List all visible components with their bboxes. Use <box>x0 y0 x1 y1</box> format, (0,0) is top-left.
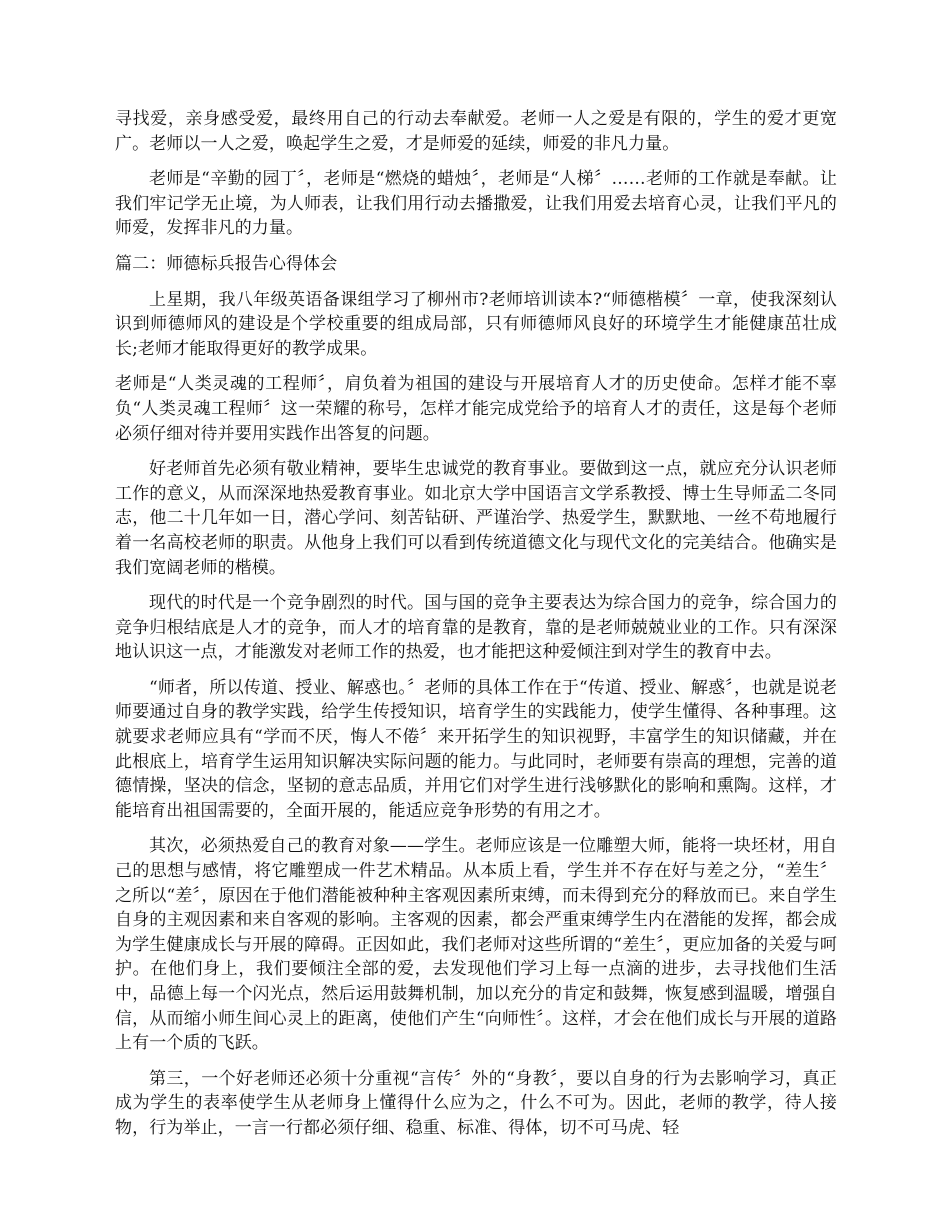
document-page <box>115 107 837 1152</box>
paragraph-soul-engineer: 老师是“人类灵魂的工程师〞，肩负着为祖国的建设与开展培育人才的历史使命。怎样才能不辜负“人类灵魂工程师〞这一荣耀的称号，怎样才能完成党给予的培育人才的责任，这是每个老师必须仔细对待并要用实践作出答复的问题。 <box>115 374 837 444</box>
paragraph-intro-continuation: 寻找爱，亲身感受爱，最终用自己的行动去奉献爱。老师一人之爱是有限的，学生的爱才更宽广。老师以一人之爱，唤起学生之爱，才是师爱的延续，师爱的非凡力量。 <box>115 109 837 154</box>
paragraph-teacher-metaphors: 老师是“辛勤的园丁〞，老师是“燃烧的蜡烛〞，老师是“人梯〞……老师的工作就是奉献。让我们牢记学无止境，为人师表，让我们用行动去播撒爱，让我们用爱去培育心灵，让我们平凡的师爱，发挥非凡的力量。 <box>115 169 837 239</box>
section-heading: 篇二：师德标兵报告心得体会 <box>115 253 338 274</box>
paragraph-teaching-duty: “师者，所以传道、授业、解惑也。〞老师的具体工作在于“传道、授业、解惑〞，也就是说老师要通过自身的教学实践，给学生传授知识，培育学生的实践能力，使学生懂得、各种事理。这就要求老师应具有“学而不厌，悔人不倦〞来开拓学生的知识视野，丰富学生的知识储藏，并在此根底上，培育学生运用知识解决实际问题的能力。与此同时，老师要有崇高的理想，完善的道德情操，坚决的信念，坚韧的意志品质，并用它们对学生进行浅够默化的影响和熏陶。这样，才能培育出祖国需要的，全面开展的，能适应竞争形势的有用之才。 <box>115 677 837 821</box>
paragraph-love-students: 其次，必须热爱自己的教育对象——学生。老师应该是一位雕塑大师，能将一块坯材，用自己的思想与感情，将它雕塑成一件艺术精品。从本质上看，学生并不存在好与差之分，“差生〞之所以“差〞，原因在于他们潜能被种种主客观因素所束缚，而未得到充分的释放而已。来自学生自身的主观因素和来自客观的影响。主客观的因素，都会严重束缚学生内在潜能的发挥，都会成为学生健康成长与开展的障碍。正因如此，我们老师对这些所谓的“差生〞，更应加备的关爱与呵护。在他们身上，我们要倾注全部的爱，去发现他们学习上每一点滴的进步，去寻找他们生活中，品德上每一个闪光点，然后运用鼓舞机制，加以充分的肯定和鼓舞，恢复感到温暖，增强自信，从而缩小师生间心灵上的距离，使他们产生“向师性〞。这样，才会在他们成长与开展的道路上有一个质的飞跃。 <box>115 836 837 1054</box>
paragraph-lead-by-example: 第三，一个好老师还必须十分重视“言传〞外的“身教〞，要以自身的行为去影响学习，真正成为学生的表率使学生从老师身上懂得什么应为之，什么不可为。因此，老师的教学，待人接物，行为举止，一言一行都必须仔细、稳重、标准、得体，切不可马虎、轻 <box>115 1068 837 1138</box>
paragraph-competition: 现代的时代是一个竞争剧烈的时代。国与国的竞争主要表达为综合国力的竞争，综合国力的竞争归根结底是人才的竞争，而人才的培育靠的是教育，靠的是老师兢兢业业的工作。只有深深地认识这一点，才能激发对老师工作的热爱，也才能把这种爱倾注到对学生的教育中去。 <box>115 593 837 663</box>
paragraph-study-session: 上星期，我八年级英语备课组学习了柳州市?老师培训读本?“师德楷模〞一章，使我深刻认识到师德师风的建设是个学校重要的组成局部，只有师德师风良好的环境学生才能健康茁壮成长;老师才能取得更好的教学成果。 <box>115 289 837 359</box>
paragraph-dedication: 好老师首先必须有敬业精神，要毕生忠诚党的教育事业。要做到这一点，就应充分认识老师工作的意义，从而深深地热爱教育事业。如北京大学中国语言文学系教授、博士生导师孟二冬同志，他二十几年如一日，潜心学问、刻苦钻研、严谨治学、热爱学生，默默地、一丝不苟地履行着一名高校老师的职责。从他身上我们可以看到传统道德文化与现代文化的完美结合。他确实是我们宽阔老师的楷模。 <box>115 459 837 578</box>
